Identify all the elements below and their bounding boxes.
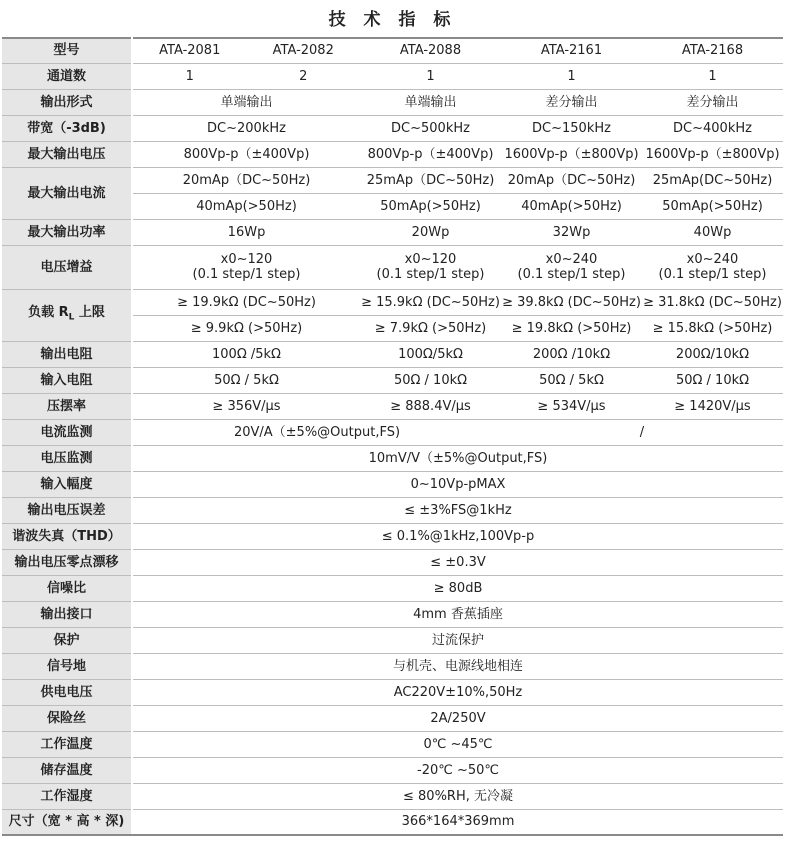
output-resistance-value: 100Ω/5kΩ — [360, 341, 501, 367]
max-current-high-value: 50mAp(>50Hz) — [642, 193, 783, 219]
row-label-output-resistance: 输出电阻 — [2, 341, 132, 367]
model-ata-2168: ATA-2168 — [642, 38, 783, 63]
row-label-dimensions: 尺寸（宽 * 高 * 深) — [2, 809, 132, 835]
model-cell-2081-2082 — [132, 38, 360, 63]
row-label-input-resistance: 输入电阻 — [2, 367, 132, 393]
zero-drift-value: ≤ ±0.3V — [132, 549, 783, 575]
bandwidth-value: DC~400kHz — [642, 115, 783, 141]
table-row — [2, 549, 783, 575]
table-row — [2, 575, 783, 601]
table-row — [2, 731, 783, 757]
voltage-gain-cell — [360, 245, 501, 289]
channels-value: 2 — [299, 68, 308, 84]
model-ata-2082: ATA-2082 — [272, 43, 334, 59]
load-limit-high-value: ≥ 19.8kΩ (>50Hz) — [501, 315, 642, 341]
table-row — [2, 38, 783, 63]
load-limit-low-value: ≥ 15.9kΩ (DC~50Hz) — [360, 289, 501, 315]
output-resistance-value: 200Ω /10kΩ — [501, 341, 642, 367]
table-row — [2, 393, 783, 419]
load-limit-low-value: ≥ 31.8kΩ (DC~50Hz) — [642, 289, 783, 315]
voltage-gain-step: (0.1 step/1 step) — [517, 267, 626, 282]
input-resistance-value: 50Ω / 5kΩ — [501, 367, 642, 393]
max-current-low-value: 25mAp(DC~50Hz) — [642, 167, 783, 193]
channels-value: 1 — [501, 63, 642, 89]
output-resistance-value: 100Ω /5kΩ — [132, 341, 360, 367]
table-row — [2, 89, 783, 115]
spec-table — [2, 37, 783, 836]
output-form-value: 单端输出 — [132, 89, 360, 115]
max-current-low-value: 25mAp（DC~50Hz) — [360, 167, 501, 193]
slew-rate-value: ≥ 888.4V/μs — [360, 393, 501, 419]
table-row — [2, 167, 783, 193]
row-label-slew-rate: 压摆率 — [2, 393, 132, 419]
output-form-value: 差分输出 — [501, 89, 642, 115]
table-row — [2, 809, 783, 835]
table-row — [2, 419, 783, 445]
max-voltage-value: 1600Vp-p（±800Vp) — [501, 141, 642, 167]
row-label-output-voltage-error: 输出电压误差 — [2, 497, 132, 523]
max-power-value: 32Wp — [501, 219, 642, 245]
channels-value: 1 — [360, 63, 501, 89]
voltage-gain-cell — [642, 245, 783, 289]
row-label-load-limit — [2, 289, 132, 341]
max-power-value: 20Wp — [360, 219, 501, 245]
bandwidth-value: DC~200kHz — [132, 115, 360, 141]
row-label-thd: 谐波失真（THD） — [2, 523, 132, 549]
table-row — [2, 141, 783, 167]
current-monitor-na: / — [501, 419, 783, 445]
max-current-high-value: 50mAp(>50Hz) — [360, 193, 501, 219]
voltage-gain-cell — [132, 245, 360, 289]
table-row — [2, 245, 783, 289]
load-limit-high-value: ≥ 9.9kΩ (>50Hz) — [132, 315, 360, 341]
signal-ground-value: 与机壳、电源线地相连 — [132, 653, 783, 679]
load-limit-subscript: L — [68, 312, 75, 323]
row-label-current-monitor: 电流监测 — [2, 419, 132, 445]
row-label-output-connector: 输出接口 — [2, 601, 132, 627]
current-monitor-value: 20V/A（±5%@Output,FS) — [132, 419, 501, 445]
output-form-value: 差分输出 — [642, 89, 783, 115]
table-row — [2, 653, 783, 679]
load-limit-high-value: ≥ 7.9kΩ (>50Hz) — [360, 315, 501, 341]
voltage-gain-cell — [501, 245, 642, 289]
max-current-low-value: 20mAp（DC~50Hz) — [501, 167, 642, 193]
output-connector-value: 4mm 香蕉插座 — [132, 601, 783, 627]
model-ata-2161: ATA-2161 — [501, 38, 642, 63]
operating-humidity-value: ≤ 80%RH, 无冷凝 — [132, 783, 783, 809]
operating-temp-value: 0℃ ~45℃ — [132, 731, 783, 757]
max-power-value: 16Wp — [132, 219, 360, 245]
page-title: 技 术 指 标 — [328, 10, 457, 30]
row-label-max-voltage: 最大输出电压 — [2, 141, 132, 167]
power-supply-value: AC220V±10%,50Hz — [132, 679, 783, 705]
row-label-channels: 通道数 — [2, 63, 132, 89]
table-row — [2, 63, 783, 89]
table-row — [2, 471, 783, 497]
row-label-model: 型号 — [2, 38, 132, 63]
model-ata-2088: ATA-2088 — [360, 38, 501, 63]
row-label-storage-temp: 储存温度 — [2, 757, 132, 783]
voltage-gain-range: x0~120 — [404, 252, 457, 267]
voltage-gain-range: x0~240 — [545, 252, 598, 267]
input-amplitude-value: 0~10Vp-pMAX — [132, 471, 783, 497]
channels-value: 1 — [185, 68, 194, 84]
row-label-operating-humidity: 工作湿度 — [2, 783, 132, 809]
slew-rate-value: ≥ 356V/μs — [132, 393, 360, 419]
table-row — [2, 705, 783, 731]
bandwidth-value: DC~500kHz — [360, 115, 501, 141]
load-limit-label: 负载 R — [28, 304, 69, 320]
table-row — [2, 367, 783, 393]
voltage-monitor-value: 10mV/V（±5%@Output,FS) — [132, 445, 783, 471]
load-limit-low-value: ≥ 19.9kΩ (DC~50Hz) — [132, 289, 360, 315]
load-limit-high-value: ≥ 15.8kΩ (>50Hz) — [642, 315, 783, 341]
input-resistance-value: 50Ω / 5kΩ — [132, 367, 360, 393]
voltage-gain-step: (0.1 step/1 step) — [658, 267, 767, 282]
output-voltage-error-value: ≤ ±3%FS@1kHz — [132, 497, 783, 523]
table-row — [2, 757, 783, 783]
row-label-signal-ground: 信号地 — [2, 653, 132, 679]
max-voltage-value: 800Vp-p（±400Vp) — [132, 141, 360, 167]
table-row — [2, 289, 783, 315]
table-row — [2, 627, 783, 653]
max-current-low-value: 20mAp（DC~50Hz) — [132, 167, 360, 193]
voltage-gain-step: (0.1 step/1 step) — [192, 267, 301, 282]
max-current-high-value: 40mAp(>50Hz) — [501, 193, 642, 219]
row-label-max-current: 最大输出电流 — [2, 167, 132, 219]
table-row — [2, 783, 783, 809]
voltage-gain-step: (0.1 step/1 step) — [376, 267, 485, 282]
channels-cell-2081-2082 — [132, 63, 360, 89]
max-power-value: 40Wp — [642, 219, 783, 245]
output-form-value: 单端输出 — [360, 89, 501, 115]
voltage-gain-range: x0~240 — [686, 252, 739, 267]
row-label-output-form: 输出形式 — [2, 89, 132, 115]
row-label-voltage-monitor: 电压监测 — [2, 445, 132, 471]
table-row — [2, 341, 783, 367]
channels-value: 1 — [642, 63, 783, 89]
table-row — [2, 219, 783, 245]
protection-value: 过流保护 — [132, 627, 783, 653]
row-label-voltage-gain: 电压增益 — [2, 245, 132, 289]
load-limit-low-value: ≥ 39.8kΩ (DC~50Hz) — [501, 289, 642, 315]
load-limit-suffix: 上限 — [74, 304, 105, 320]
max-current-high-value: 40mAp(>50Hz) — [132, 193, 360, 219]
max-voltage-value: 800Vp-p（±400Vp) — [360, 141, 501, 167]
dimensions-value: 366*164*369mm — [132, 809, 783, 835]
table-row — [2, 497, 783, 523]
table-row — [2, 601, 783, 627]
slew-rate-value: ≥ 534V/μs — [501, 393, 642, 419]
bandwidth-value: DC~150kHz — [501, 115, 642, 141]
table-row — [2, 115, 783, 141]
input-resistance-value: 50Ω / 10kΩ — [642, 367, 783, 393]
max-voltage-value: 1600Vp-p（±800Vp) — [642, 141, 783, 167]
snr-value: ≥ 80dB — [132, 575, 783, 601]
row-label-snr: 信噪比 — [2, 575, 132, 601]
voltage-gain-range: x0~120 — [220, 252, 273, 267]
row-label-zero-drift: 输出电压零点漂移 — [2, 549, 132, 575]
row-label-operating-temp: 工作温度 — [2, 731, 132, 757]
row-label-protection: 保护 — [2, 627, 132, 653]
fuse-value: 2A/250V — [132, 705, 783, 731]
model-ata-2081: ATA-2081 — [159, 43, 221, 59]
thd-value: ≤ 0.1%@1kHz,100Vp-p — [132, 523, 783, 549]
slew-rate-value: ≥ 1420V/μs — [642, 393, 783, 419]
row-label-fuse: 保险丝 — [2, 705, 132, 731]
row-label-max-power: 最大输出功率 — [2, 219, 132, 245]
table-row — [2, 679, 783, 705]
row-label-power-supply: 供电电压 — [2, 679, 132, 705]
table-row — [2, 445, 783, 471]
output-resistance-value: 200Ω/10kΩ — [642, 341, 783, 367]
row-label-input-amplitude: 输入幅度 — [2, 471, 132, 497]
input-resistance-value: 50Ω / 10kΩ — [360, 367, 501, 393]
table-row — [2, 523, 783, 549]
row-label-bandwidth: 带宽（-3dB) — [2, 115, 132, 141]
storage-temp-value: -20℃ ~50℃ — [132, 757, 783, 783]
